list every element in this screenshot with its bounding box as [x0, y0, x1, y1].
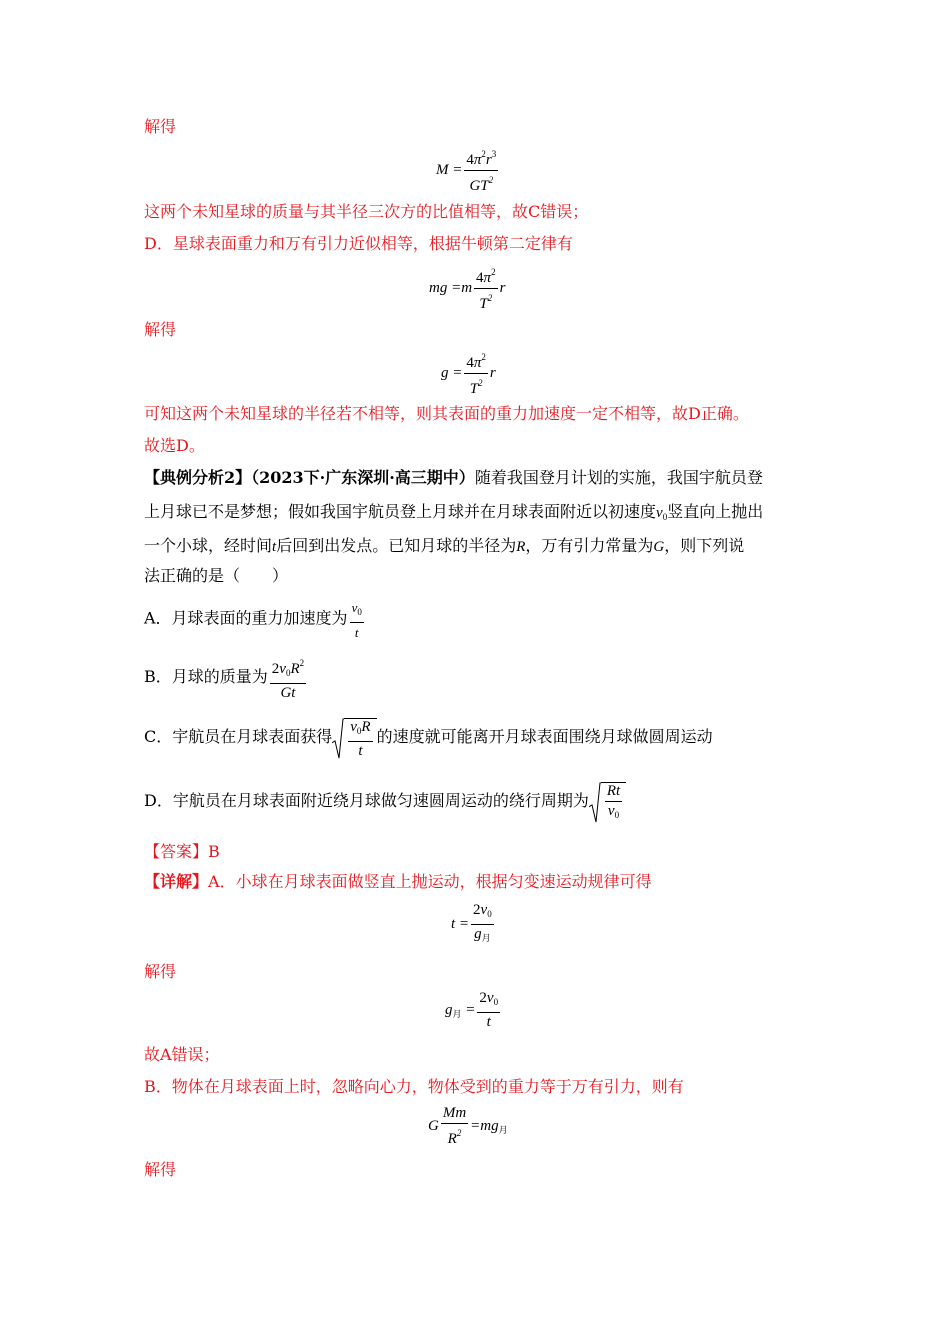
symbol-t: t [272, 539, 277, 555]
text-solve-3: 解得 [144, 962, 177, 981]
option-a-formula: $\frac{v_0}{t}$ [351, 600, 362, 640]
text-option-b-analysis: B．物体在月球表面上时，忽略向心力，物体受到的重力等于万有引力，则有 [144, 1077, 684, 1096]
text-solve-1: 解得 [144, 117, 177, 136]
equation-time: t = $\frac{2v_0}{g_月}$ [451, 902, 492, 943]
question-line-1 [144, 468, 763, 488]
option-c-text-1: C．宇航员在月球表面获得 [144, 727, 333, 746]
question-text-3b: 后回到出发点。已知月球的半径为 [276, 536, 517, 555]
text-conclusion-a: 故A错误； [144, 1045, 220, 1064]
question-text-3a: 一个小球，经时间 [144, 536, 273, 555]
option-b-formula: $\frac{2v_0R^2}{Gt}$ [268, 670, 308, 686]
equation-gravitation: G $\frac{Mm}{R^2}$ $=mg_月$ [428, 1105, 508, 1147]
symbol-v0: $v_0$ [656, 505, 668, 522]
option-d-text: D．宇航员在月球表面附近绕月球做匀速圆周运动的绕行周期为 [144, 791, 589, 810]
text-conclusion-c: 这两个未知星球的质量与其半径三次方的比值相等，故C错误； [144, 202, 589, 221]
text-solve-2: 解得 [144, 320, 177, 339]
question-text-1: 随着我国登月计划的实施，我国宇航员登 [474, 468, 763, 487]
equation-mass: M = $\frac{4\pi^2r^3}{GT^2}$ [436, 146, 500, 195]
detail-line-1 [144, 872, 652, 892]
option-b-text: B．月球的质量为 [144, 666, 268, 686]
question-text-3c: ，万有引力常量为 [525, 536, 654, 555]
option-c [144, 714, 713, 761]
equation-g: g = $\frac{4\pi^2}{T^2}$ r [441, 349, 496, 398]
option-b [144, 655, 308, 702]
option-c-formula: $\frac{v_0R}{t}$ [332, 730, 376, 746]
option-a [144, 599, 366, 641]
question-line-4: 法正确的是（ ） [144, 566, 289, 585]
detail-tag: 【详解】 [144, 872, 209, 891]
symbol-R: R [516, 539, 526, 555]
question-text-2a: 上月球已不是梦想；假如我国宇航员登上月球并在月球表面附近以初速度 [144, 502, 657, 521]
option-c-text-2: 的速度就可能离开月球表面围绕月球做圆周运动 [376, 727, 713, 746]
option-a-text: A．月球表面的重力加速度为 [144, 608, 348, 628]
equation-gravity-newton: mg =m $\frac{4\pi^2}{T^2}$ r [429, 264, 505, 313]
symbol-G: G [653, 539, 665, 555]
equation-g-moon: $g_月$ = $\frac{2v_0}{t}$ [445, 990, 499, 1030]
question-tag: 【典例分析2】（2023下·广东深圳·高三期中） [144, 468, 475, 487]
text-option-d-analysis: D．星球表面重力和万有引力近似相等，根据牛顿第二定律有 [144, 234, 573, 253]
question-text-3d: ，则下列说 [664, 536, 745, 555]
text-solve-4: 解得 [144, 1160, 177, 1179]
option-d-formula: $\frac{Rt}{v_0}$ [589, 794, 626, 810]
answer-line: 【答案】B [144, 842, 220, 861]
option-d [144, 776, 626, 827]
text-choose-d: 故选D。 [144, 436, 205, 455]
question-text-2b: 竖直向上抛出 [667, 502, 764, 521]
detail-text-1: A．小球在月球表面做竖直上抛运动，根据匀变速运动规律可得 [208, 872, 652, 891]
question-line-2 [144, 502, 763, 527]
question-line-3 [144, 536, 744, 557]
text-conclusion-d: 可知这两个未知星球的半径若不相等，则其表面的重力加速度一定不相等，故D正确。 [144, 404, 749, 423]
